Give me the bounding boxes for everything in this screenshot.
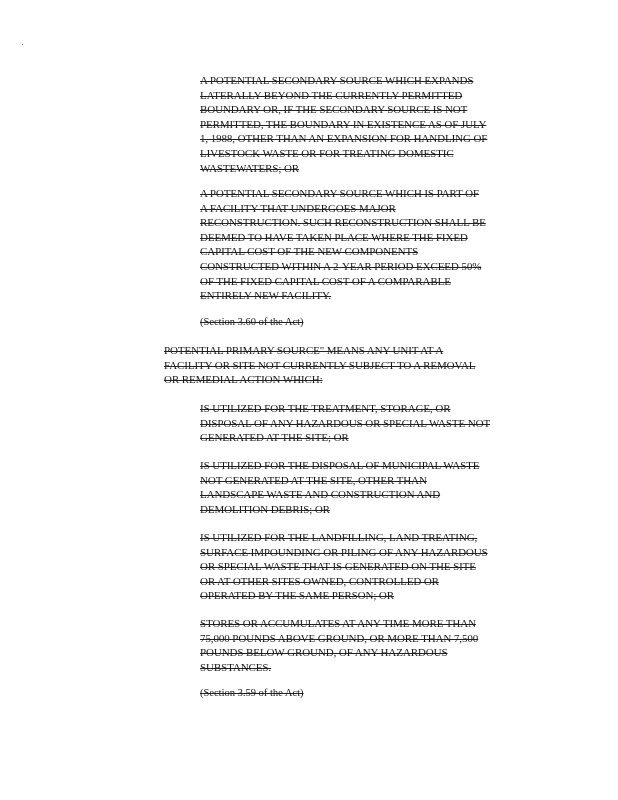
text-line: IS UTILIZED FOR THE TREATMENT, STORAGE, OR (200, 403, 451, 415)
text-line: STORES OR ACCUMULATES AT ANY TIME MORE THAN (200, 618, 476, 630)
text-line: DISPOSAL OF ANY HAZARDOUS OR SPECIAL WASTE NOT (200, 417, 491, 430)
text-line: DEEMED TO HAVE TAKEN PLACE WHERE THE FIXED (200, 231, 468, 244)
text-line: FACILITY OR SITE NOT CURRENTLY SUBJECT TO A REMOVAL (164, 359, 476, 372)
text-line: RECONSTRUCTION. SUCH RECONSTRUCTION SHALL BE (200, 217, 486, 230)
text-line: CAPITAL COST OF THE NEW COMPONENTS (200, 246, 419, 259)
text-line: NOT GENERATED AT THE SITE, OTHER THAN (200, 474, 427, 487)
list-item-treatment-storage (200, 402, 540, 446)
section-citation: (Section 3.60 of the Act) (200, 317, 304, 328)
text-line: OR SPECIAL WASTE THAT IS GENERATED ON THE SITE (200, 561, 476, 574)
text-line: POTENTIAL PRIMARY SOURCE" MEANS ANY UNIT AT A (164, 345, 444, 357)
text-line: ENTIRELY NEW FACILITY. (200, 290, 332, 303)
text-line: SUBSTANCES. (200, 661, 272, 674)
list-item-lateral-expansion (200, 74, 540, 176)
text-line: SURFACE IMPOUNDING OR PILING OF ANY HAZARDOUS (200, 546, 488, 559)
text-line: PERMITTED, THE BOUNDARY IN EXISTENCE AS OF JULY (200, 118, 487, 131)
text-line: GENERATED AT THE SITE; OR (200, 432, 349, 445)
text-line: OPERATED BY THE SAME PERSON; OR (200, 590, 395, 603)
text-line: 1, 1988, OTHER THAN AN EXPANSION FOR HANDLING OF (200, 133, 488, 146)
text-line: WASTEWATERS; OR (200, 162, 300, 175)
text-line: A POTENTIAL SECONDARY SOURCE WHICH IS PART OF (200, 188, 479, 200)
text-line: LATERALLY BEYOND THE CURRENTLY PERMITTED (200, 89, 463, 102)
text-line: A FACILITY THAT UNDERGOES MAJOR (200, 202, 396, 215)
text-line: LANDSCAPE WASTE AND CONSTRUCTION AND (200, 489, 441, 502)
definition-primary-source (164, 344, 534, 388)
list-item-stores (200, 617, 540, 675)
list-item-landfilling (200, 531, 540, 604)
text-line: LIVESTOCK WASTE OR FOR TREATING DOMESTIC (200, 147, 454, 160)
list-item-reconstruction (200, 187, 540, 304)
text-line: OR AT OTHER SITES OWNED, CONTROLLED OR (200, 575, 439, 588)
text-line: BOUNDARY OR, IF THE SECONDARY SOURCE IS NOT (200, 104, 468, 117)
text-line: OR REMEDIAL ACTION WHICH: (164, 374, 323, 387)
text-line: CONSTRUCTED WITHIN A 2-YEAR PERIOD EXCEED 50% (200, 260, 482, 273)
list-item-municipal-waste (200, 459, 540, 517)
text-line: 75,000 POUNDS ABOVE GROUND, OR MORE THAN 7,500 (200, 632, 479, 645)
text-line: DEMOLITION DEBRIS; OR (200, 503, 330, 516)
section-citation: (Section 3.59 of the Act) (200, 688, 304, 699)
text-line: IS UTILIZED FOR THE DISPOSAL OF MUNICIPAL WASTE (200, 460, 480, 472)
scan-speck (22, 44, 23, 45)
text-line: OF THE FIXED CAPITAL COST OF A COMPARABLE (200, 275, 451, 288)
text-line: A POTENTIAL SECONDARY SOURCE WHICH EXPANDS (200, 75, 474, 87)
text-line: IS UTILIZED FOR THE LANDFILLING, LAND TREATING, (200, 532, 478, 544)
text-line: POUNDS BELOW GROUND, OF ANY HAZARDOUS (200, 647, 448, 660)
